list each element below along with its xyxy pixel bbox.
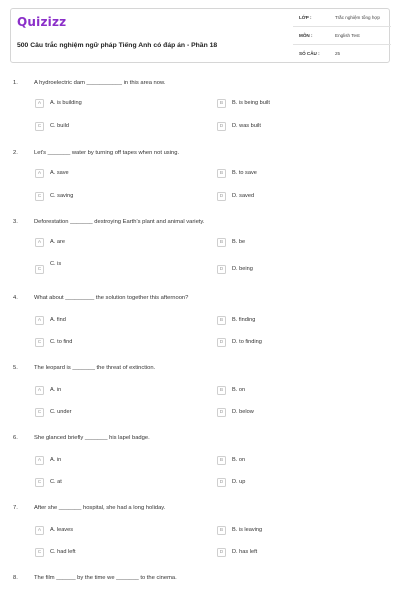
option-letter-box: C [35,265,44,274]
meta-value: Trắc nghiệm tổng hợp [335,15,380,20]
option-letter-box: A [35,99,44,108]
question-text: The leopard is _______ the threat of extinction. [34,365,156,371]
option-text: D. was built [232,123,261,129]
option-letter-box: A [35,169,44,178]
option-text: B. is leaving [232,527,263,533]
meta-table [293,9,391,64]
question-number: 8. [13,575,18,581]
option-text: A. in [50,457,62,463]
option-letter-box: C [35,408,44,417]
option-text: C. had left [50,549,76,555]
option-text: D. below [232,409,254,415]
option-letter-box: C [35,548,44,557]
quizizz-logo: Quizizz [17,15,67,29]
option-letter-box: A [35,386,44,395]
option-text: B. be [232,239,246,245]
option-text: A. find [50,317,66,323]
option-letter-box: A [35,316,44,325]
option-text: C. to find [50,339,73,345]
option-letter-box: C [35,122,44,131]
option-letter-box: B [217,238,226,247]
option-text: D. has left [232,549,258,555]
option-letter-box: D [217,192,226,201]
option-letter-box: D [217,122,226,131]
meta-row-class [293,9,391,27]
option-letter-box: B [217,526,226,535]
question-number: 1. [13,80,18,86]
option-letter-box: C [35,478,44,487]
worksheet-header [10,8,390,63]
question-text: Let's _______ water by turning off tapes when not using. [34,150,180,156]
option-text: B. to save [232,170,257,176]
option-letter-box: B [217,316,226,325]
option-letter-box: C [35,192,44,201]
meta-row-subject [293,27,391,45]
option-letter-box: B [217,386,226,395]
option-text: C. under [50,409,72,415]
question-text: A hydroelectric dam ___________ in this area now. [34,80,166,86]
option-letter-box: A [35,238,44,247]
option-text: B. finding [232,317,256,323]
option-text: C. is [50,261,62,267]
option-text: A. is building [50,100,82,106]
question-text: After she _______ hospital, she had a long holiday. [34,505,166,511]
option-letter-box: D [217,265,226,274]
question-text: She glanced briefly _______ his lapel badge. [34,435,150,441]
worksheet-title: 500 Câu trắc nghiệm ngữ pháp Tiếng Anh có đáp án - Phần 18 [17,42,218,49]
question-text: The film ______ by the time we _______ to the cinema. [34,575,177,581]
question-text: What about _________ the solution together this afternoon? [34,295,189,301]
option-letter-box: D [217,338,226,347]
option-letter-box: A [35,456,44,465]
option-letter-box: D [217,408,226,417]
question-number: 6. [13,435,18,441]
option-letter-box: D [217,478,226,487]
option-text: B. on [232,387,246,393]
option-letter-box: D [217,548,226,557]
option-text: D. saved [232,193,255,199]
option-text: B. is being built [232,100,270,106]
question-number: 5. [13,365,18,371]
question-text: Deforestation _______ destroying Earth's plant and animal variety. [34,219,205,225]
option-text: D. to finding [232,339,262,345]
option-text: C. saving [50,193,74,199]
option-text: C. build [50,123,69,129]
option-text: D. up [232,479,246,485]
option-text: A. in [50,387,62,393]
option-letter-box: A [35,526,44,535]
meta-value: 25 [335,51,341,56]
option-text: A. leaves [50,527,74,533]
meta-label: MÔN : [299,33,313,38]
option-letter-box: B [217,456,226,465]
question-number: 2. [13,150,18,156]
option-text: A. save [50,170,69,176]
option-letter-box: B [217,99,226,108]
option-letter-box: C [35,338,44,347]
option-text: A. are [50,239,65,245]
option-text: D. being [232,266,253,272]
meta-value: English Test [335,33,360,38]
question-number: 4. [13,295,18,301]
option-text: B. on [232,457,246,463]
meta-label: LỚP : [299,15,312,20]
question-number: 3. [13,219,18,225]
meta-row-count [293,45,391,64]
option-letter-box: B [217,169,226,178]
question-number: 7. [13,505,18,511]
meta-label: SỐ CÂU : [299,51,320,56]
option-text: C. at [50,479,62,485]
